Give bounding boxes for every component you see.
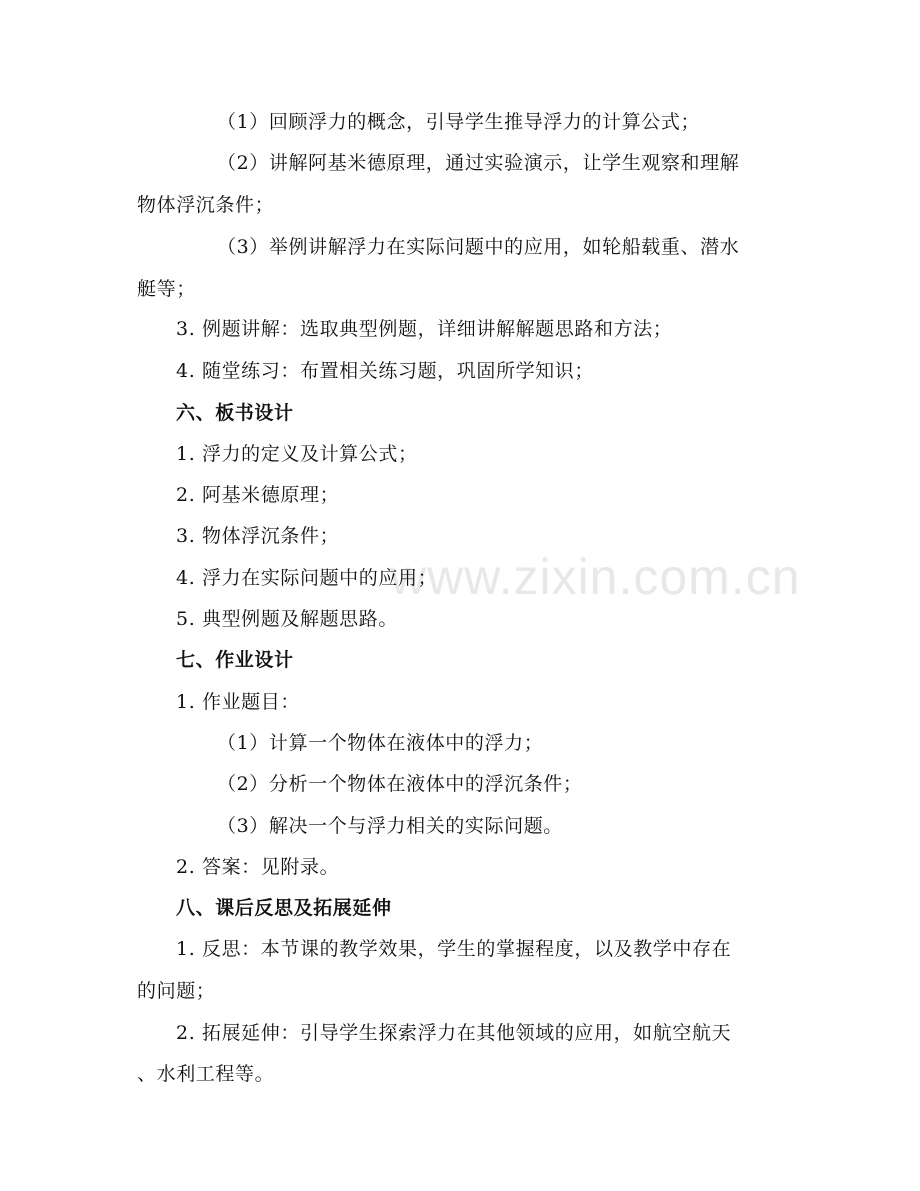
paragraph-line: （3）举例讲解浮力在实际问题中的应用，如轮船载重、潜水 [217,236,740,258]
paragraph-line: 艇等； [137,278,196,300]
paragraph-line: 2. 拓展延伸：引导学生探索浮力在其他领域的应用，如航空航天 [176,1022,732,1044]
paragraph-line: 1. 反思：本节课的教学效果，学生的掌握程度，以及教学中存在 [176,938,732,960]
list-item: （3）解决一个与浮力相关的实际问题。 [217,815,563,837]
list-item: 3. 物体浮沉条件； [176,525,340,547]
list-item: 1. 浮力的定义及计算公式； [176,443,418,465]
section-heading: 六、板书设计 [176,402,294,424]
section-heading: 八、课后反思及拓展延伸 [176,897,392,919]
list-item: （2）分析一个物体在液体中的浮沉条件； [217,773,583,795]
paragraph-line: 4. 随堂练习：布置相关练习题，巩固所学知识； [176,360,594,382]
paragraph-line: （2）讲解阿基米德原理，通过实验演示，让学生观察和理解 [217,152,740,174]
list-item: 2. 答案：见附录。 [176,856,340,878]
paragraph-line: 、水利工程等。 [137,1063,275,1085]
section-heading: 七、作业设计 [176,649,294,671]
list-item: （1）计算一个物体在液体中的浮力； [217,732,544,754]
list-item: 4. 浮力在实际问题中的应用； [176,567,438,589]
list-item: 1. 作业题目： [176,691,300,713]
paragraph-line: （1）回顾浮力的概念，引导学生推导浮力的计算公式； [217,111,701,133]
list-item: 5. 典型例题及解题思路。 [176,608,398,630]
paragraph-line: 物体浮沉条件； [137,194,275,216]
paragraph-line: 3. 例题讲解：选取典型例题，详细讲解解题思路和方法； [176,318,673,340]
watermark: www.zixin.com.cn [390,549,801,605]
paragraph-line: 的问题； [137,980,216,1002]
list-item: 2. 阿基米德原理； [176,484,340,506]
